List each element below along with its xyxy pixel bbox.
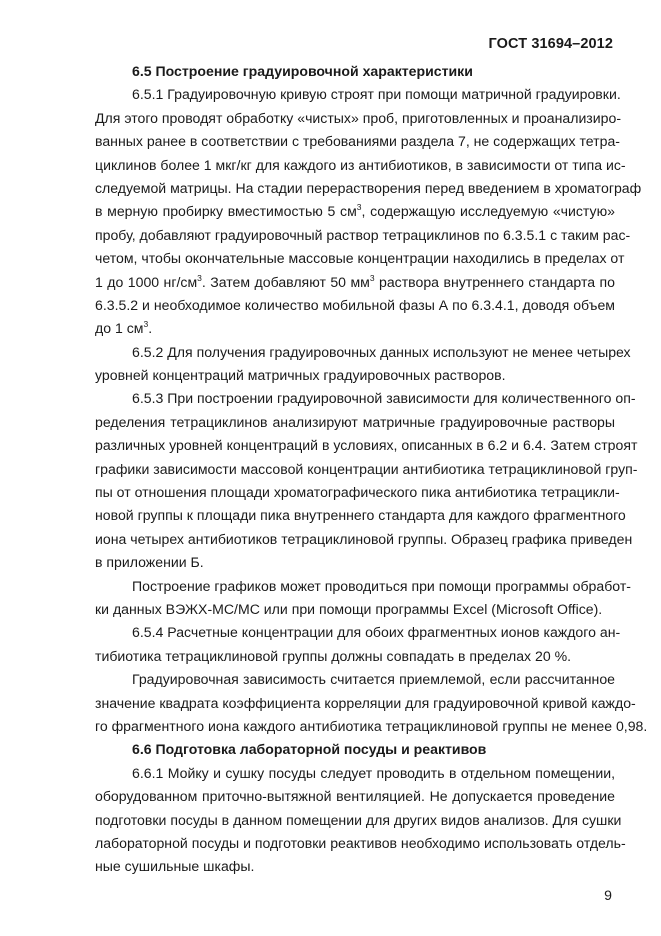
paragraph-line: 6.5.1 Градуировочную кривую строят при помощи матричной градуировки. — [132, 86, 621, 103]
paragraph-line: го фрагментного иона каждого антибиотика тетрациклиновой группы не менее 0,98. — [95, 717, 648, 734]
paragraph-line: 6.5.4 Расчетные концентрации для обоих фрагментных ионов каждого ан- — [132, 624, 621, 641]
paragraph-line: циклинов более 1 мкг/кг для каждого из антибиотиков, в зависимости от типа ис- — [95, 156, 626, 173]
paragraph-line: оборудованном приточно-вытяжной вентиляцией. Не допускается проведение — [95, 788, 615, 805]
paragraph-line: ванных ранее в соответствии с требованиями раздела 7, не содержащих тетра- — [95, 133, 621, 150]
paragraph-line: подготовки посуды в данном помещении для других видов анализов. Для сушки — [95, 811, 622, 828]
text-fragment: . — [148, 320, 153, 337]
paragraph-line — [95, 200, 615, 223]
paragraph-line: новой группы к площади пика внутреннего стандарта для каждого фрагментного — [95, 507, 626, 524]
paragraph-line: значение квадрата коэффициента корреляции для градуировочной кривой каждо- — [95, 694, 636, 711]
paragraph-line: ределения тетрациклинов анализируют матричные градуировочные растворы — [95, 413, 615, 430]
paragraph-line — [95, 271, 615, 294]
paragraph-line: четом, чтобы окончательные массовые концентрации находились в пределах от — [95, 250, 625, 267]
text-fragment: в мерную пробирку вместимостью 5 см — [95, 203, 357, 220]
text-fragment: , содержащую исследуемую «чистую» — [361, 203, 615, 220]
section-heading-6-5: 6.5 Построение градуировочной характеристики — [132, 63, 473, 79]
paragraph-line: 6.6.1 Мойку и сушку посуды следует проводить в отдельном помещении, — [132, 764, 615, 781]
paragraph-line: тибиотика тетрациклиновой группы должны совпадать в пределах 20 %. — [95, 647, 572, 664]
page-number: 9 — [604, 887, 612, 903]
paragraph-line: лабораторной посуды и подготовки реактивов необходимо использовать отдель- — [95, 834, 626, 851]
paragraph-line: иона четырех антибиотиков тетрациклиновой группы. Образец графика приведен — [95, 530, 633, 547]
paragraph-line — [95, 317, 615, 340]
paragraph-line: 6.5.3 При построении градуировочной зависимости для количественного оп- — [132, 390, 636, 407]
paragraph-line: в приложении Б. — [95, 554, 204, 571]
paragraph-line: графики зависимости массовой концентрации антибиотика тетрациклиновой груп- — [95, 460, 638, 477]
paragraph-line: ки данных ВЭЖХ-МС/МС или при помощи программы Excel (Microsoft Office). — [95, 600, 603, 617]
paragraph-line: пробу, добавляют градуировочный раствор тетрациклинов по 6.3.5.1 с таким рас- — [95, 226, 631, 243]
superscript: 3 — [197, 272, 202, 283]
text-fragment: 1 до 1000 нг/см — [95, 273, 198, 290]
superscript: 3 — [369, 272, 375, 283]
paragraph-line: Для этого проводят обработку «чистых» проб, приготовленных и проанализиро- — [95, 109, 622, 126]
paragraph-line: следуемой матрицы. На стадии перерастворения перед введением в хроматограф — [95, 179, 642, 196]
paragraph-line: 6.5.2 Для получения градуировочных данных используют не менее четырех — [132, 343, 631, 360]
text-fragment: . Затем добавляют 50 мм — [201, 273, 370, 290]
paragraph-line: Построение графиков может проводиться при помощи программы обработ- — [132, 577, 631, 594]
section-heading-6-6: 6.6 Подготовка лабораторной посуды и реактивов — [132, 741, 487, 758]
paragraph-line: 6.3.5.2 и необходимое количество мобильной фазы А по 6.3.4.1, доводя объем — [95, 296, 615, 313]
paragraph-line: Градуировочная зависимость считается приемлемой, если рассчитанное — [132, 671, 615, 688]
text-fragment: раствора внутреннего стандарта по — [374, 273, 615, 290]
paragraph-line: уровней концентраций матричных градуировочных растворов. — [95, 367, 506, 384]
superscript: 3 — [356, 202, 362, 213]
paragraph-line: пы от отношения площади хроматографического пика антибиотика тетрацикли- — [95, 484, 620, 501]
standard-header: ГОСТ 31694–2012 — [488, 36, 613, 52]
paragraph-line: ные сушильные шкафы. — [95, 858, 255, 875]
superscript: 3 — [143, 319, 149, 330]
text-fragment: до 1 см — [95, 320, 144, 337]
paragraph-line: различных уровней концентраций в условиях, описанных в 6.2 и 6.4. Затем строят — [95, 437, 638, 454]
document-body — [95, 60, 648, 879]
